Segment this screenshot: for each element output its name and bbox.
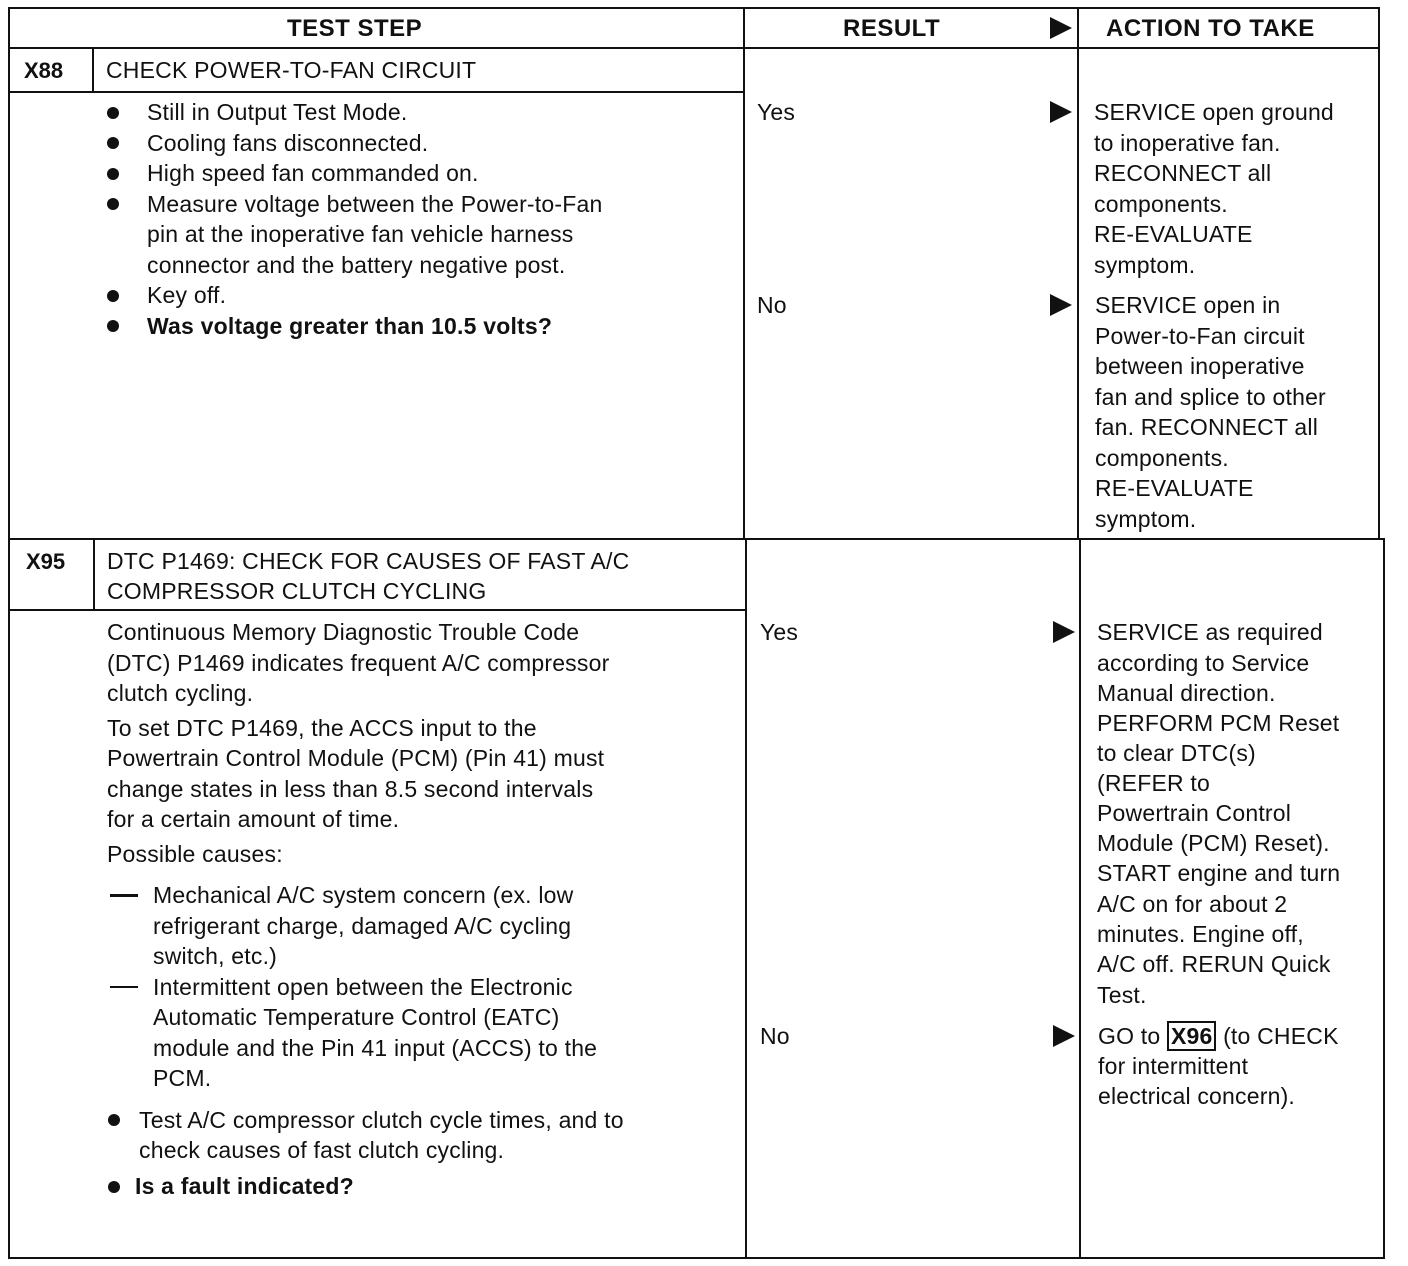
x95-action-yes-line-6: (REFER to xyxy=(1097,770,1210,796)
x95-bullet1-line-2: check causes of fast clutch cycling. xyxy=(139,1137,505,1163)
x88-action-no-line-8: symptom. xyxy=(1095,506,1197,532)
x95-cause2-line-3: module and the Pin 41 input (ACCS) to the xyxy=(153,1035,598,1061)
x88-action-no-line-3: between inoperative xyxy=(1095,353,1305,379)
table-right-border-lower xyxy=(1383,538,1385,1259)
x95-code-divider xyxy=(93,538,95,611)
x88-step-code: X88 xyxy=(24,58,64,83)
x95-cause1-line-2: refrigerant charge, damaged A/C cycling xyxy=(153,913,572,939)
header-result: RESULT xyxy=(843,15,941,42)
x88-code-divider xyxy=(92,47,94,93)
x95-action-yes-line-8: Module (PCM) Reset). xyxy=(1097,830,1330,856)
x95-step-code: X95 xyxy=(26,549,66,574)
x95-action-yes-line-7: Powertrain Control xyxy=(1097,800,1292,826)
x88-action-no-line-4: fan and splice to other xyxy=(1095,384,1326,410)
bullet-icon xyxy=(107,290,119,302)
x95-action-no-suffix: (to CHECK xyxy=(1223,1023,1339,1049)
x95-para2-line-1: To set DTC P1469, the ACCS input to the xyxy=(107,715,537,741)
x88-bullet-4-line-2: pin at the inoperative fan vehicle harness xyxy=(147,221,574,247)
x88-step-title: CHECK POWER-TO-FAN CIRCUIT xyxy=(106,57,477,83)
x95-action-yes-line-2: according to Service xyxy=(1097,650,1310,676)
x95-action-no-line-2: for intermittent xyxy=(1098,1053,1249,1079)
x95-action-no-line-1 xyxy=(1098,1021,1339,1052)
bullet-icon xyxy=(108,1114,120,1126)
x95-cause2-line-1: Intermittent open between the Electronic xyxy=(153,974,573,1000)
x95-result-yes: Yes xyxy=(760,619,799,645)
table-top-border xyxy=(8,7,1380,9)
header-action-to-take: ACTION TO TAKE xyxy=(1106,15,1315,42)
x95-question: Is a fault indicated? xyxy=(135,1173,354,1199)
x88-action-yes-line-6: symptom. xyxy=(1094,252,1196,278)
x95-cause1-line-3: switch, etc.) xyxy=(153,943,278,969)
x88-action-no-line-7: RE-EVALUATE xyxy=(1095,475,1254,501)
x88-action-yes-line-4: components. xyxy=(1094,191,1228,217)
bullet-icon xyxy=(107,198,119,210)
x95-cause2-line-4: PCM. xyxy=(153,1065,212,1091)
x88-result-no: No xyxy=(757,292,787,318)
x95-step-title-line-2: COMPRESSOR CLUTCH CYCLING xyxy=(107,578,487,604)
dash-icon xyxy=(110,986,138,988)
x95-cause2-line-2: Automatic Temperature Control (EATC) xyxy=(153,1004,560,1030)
x95-possible-causes: Possible causes: xyxy=(107,841,283,867)
x88-bullet-5: Key off. xyxy=(147,282,227,308)
x88-bullet-1: Still in Output Test Mode. xyxy=(147,99,408,125)
x88-yes-arrow-icon xyxy=(1050,101,1072,123)
x88-action-no-line-5: fan. RECONNECT all xyxy=(1095,414,1319,440)
x95-action-yes-line-11: minutes. Engine off, xyxy=(1097,921,1304,947)
bullet-icon xyxy=(108,1181,120,1193)
x95-action-no-prefix: GO to xyxy=(1098,1023,1161,1049)
header-arrow-icon xyxy=(1050,17,1072,39)
bullet-icon xyxy=(107,168,119,180)
x88-bullet-3: High speed fan commanded on. xyxy=(147,160,479,186)
x95-para1-line-2: (DTC) P1469 indicates frequent A/C compressor xyxy=(107,650,610,676)
x95-action-yes-line-13: Test. xyxy=(1097,982,1147,1008)
table-bottom-border xyxy=(8,1257,1385,1259)
table-left-border xyxy=(8,7,10,1259)
x96-step-link[interactable]: X96 xyxy=(1167,1021,1217,1051)
x95-result-no: No xyxy=(760,1023,790,1049)
x95-no-arrow-icon xyxy=(1053,1025,1075,1047)
x95-action-yes-line-1: SERVICE as required xyxy=(1097,619,1323,645)
x88-action-no-line-1: SERVICE open in xyxy=(1095,292,1281,318)
x88-bullet-4-line-1: Measure voltage between the Power-to-Fan xyxy=(147,191,603,217)
x95-action-yes-line-10: A/C on for about 2 xyxy=(1097,891,1288,917)
x88-question: Was voltage greater than 10.5 volts? xyxy=(147,313,553,339)
x95-action-yes-line-5: to clear DTC(s) xyxy=(1097,740,1256,766)
x95-para2-line-4: for a certain amount of time. xyxy=(107,806,400,832)
action-column-left-border-lower xyxy=(1079,538,1081,1259)
x88-action-no-line-6: components. xyxy=(1095,445,1229,471)
x95-action-no-line-3: electrical concern). xyxy=(1098,1083,1296,1109)
section-divider xyxy=(8,538,1385,540)
x88-bullet-4-line-3: connector and the battery negative post. xyxy=(147,252,566,278)
x95-para1-line-3: clutch cycling. xyxy=(107,680,254,706)
x95-para1-line-1: Continuous Memory Diagnostic Trouble Code xyxy=(107,619,580,645)
bullet-icon xyxy=(107,107,119,119)
bullet-icon xyxy=(107,320,119,332)
x95-title-underline xyxy=(8,609,745,611)
x88-no-arrow-icon xyxy=(1050,294,1072,316)
x95-action-yes-line-4: PERFORM PCM Reset xyxy=(1097,710,1340,736)
x95-action-yes-line-9: START engine and turn xyxy=(1097,860,1341,886)
x95-step-title-line-1: DTC P1469: CHECK FOR CAUSES OF FAST A/C xyxy=(107,548,630,574)
x88-action-yes-line-5: RE-EVALUATE xyxy=(1094,221,1253,247)
x88-action-no-line-2: Power-to-Fan circuit xyxy=(1095,323,1305,349)
result-column-left-border-lower xyxy=(745,538,747,1259)
x95-action-yes-line-3: Manual direction. xyxy=(1097,680,1276,706)
x95-bullet1-line-1: Test A/C compressor clutch cycle times, and to xyxy=(139,1107,624,1133)
x88-bullet-2: Cooling fans disconnected. xyxy=(147,130,429,156)
action-column-left-border xyxy=(1077,7,1079,539)
bullet-icon xyxy=(107,137,119,149)
x95-cause1-line-1: Mechanical A/C system concern (ex. low xyxy=(153,882,574,908)
x95-yes-arrow-icon xyxy=(1053,621,1075,643)
x88-action-yes-line-2: to inoperative fan. xyxy=(1094,130,1281,156)
table-right-border xyxy=(1378,7,1380,539)
x95-para2-line-3: change states in less than 8.5 second intervals xyxy=(107,776,594,802)
x95-para2-line-2: Powertrain Control Module (PCM) (Pin 41) must xyxy=(107,745,605,771)
header-test-step: TEST STEP xyxy=(287,15,423,42)
x88-result-yes: Yes xyxy=(757,99,796,125)
x95-action-yes-line-12: A/C off. RERUN Quick xyxy=(1097,951,1331,977)
x88-action-yes-line-3: RECONNECT all xyxy=(1094,160,1272,186)
header-bottom-border xyxy=(8,47,1380,49)
dash-icon xyxy=(110,894,138,897)
result-column-left-border xyxy=(743,7,745,539)
x88-action-yes-line-1: SERVICE open ground xyxy=(1094,99,1334,125)
x88-title-underline xyxy=(8,91,744,93)
